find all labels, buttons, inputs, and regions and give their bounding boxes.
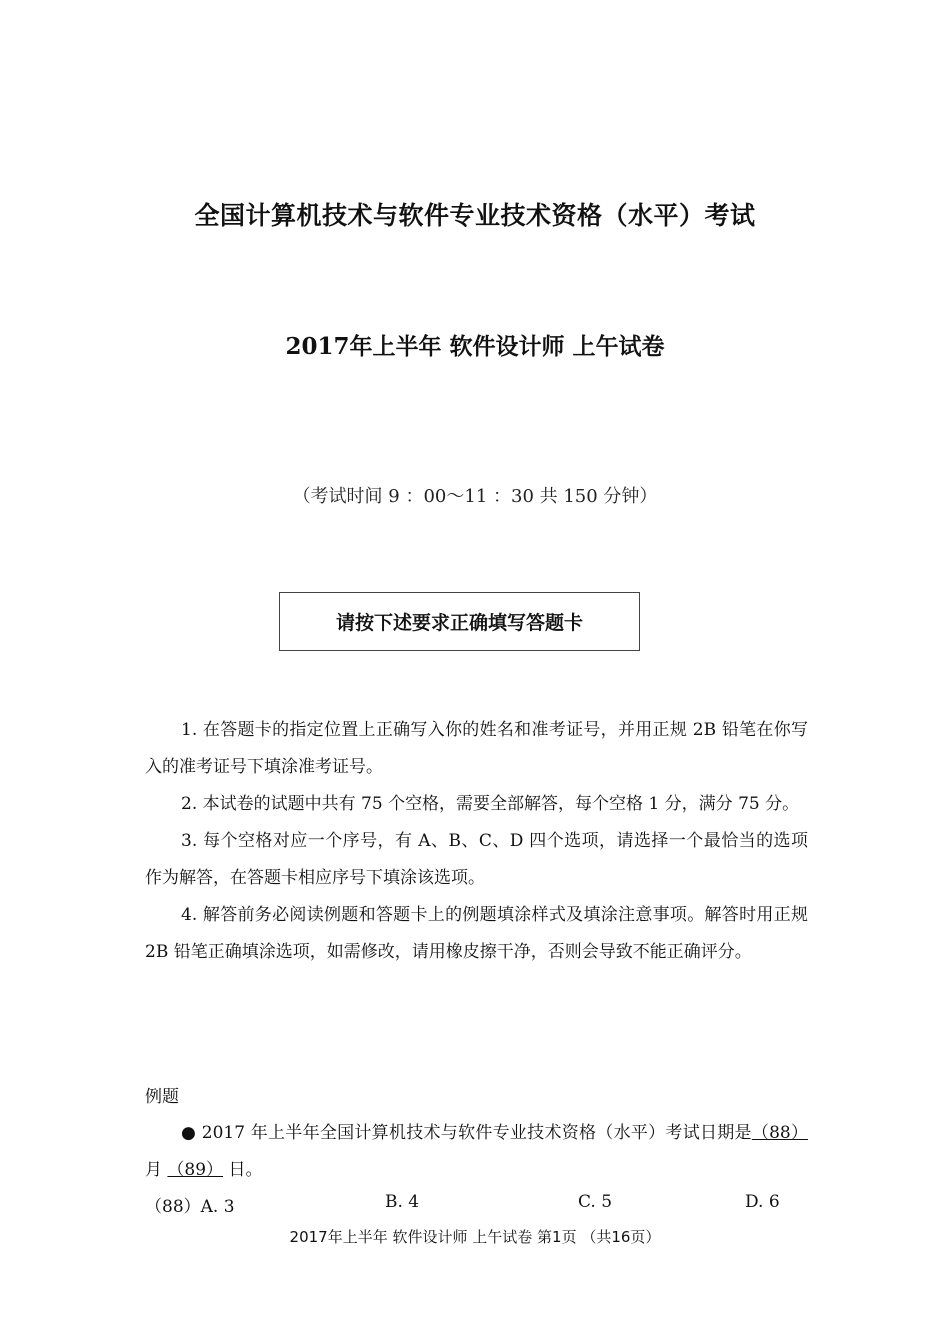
instruction-item: 4. 解答前务必阅读例题和答题卡上的例题填涂样式及填涂注意事项。解答时用正规 2B 铅笔正确填涂选项，如需修改，请用橡皮擦干净，否则会导致不能正确评分。: [145, 905, 808, 962]
paper-subtitle: 2017年上半年 软件设计师 上午试卷: [285, 333, 665, 360]
example-label: 例题: [145, 1087, 179, 1107]
example-question: [145, 1115, 808, 1189]
instruction-item: 1. 在答题卡的指定位置上正确写入你的姓名和准考证号，并用正规 2B 铅笔在你写入的准考证号下填涂准考证号。: [145, 720, 808, 777]
instruction-item: 2. 本试卷的试题中共有 75 个空格，需要全部解答，每个空格 1 分，满分 75 分。: [181, 794, 800, 814]
option-c: C. 5: [578, 1192, 613, 1212]
option-d: D. 6: [745, 1192, 780, 1212]
option-a: （88）A. 3: [145, 1197, 235, 1217]
instruction-item: 3. 每个空格对应一个序号，有 A、B、C、D 四个选项，请选择一个最恰当的选项作为解答，在答题卡相应序号下填涂该选项。: [145, 831, 808, 888]
document-title: 全国计算机技术与软件专业技术资格（水平）考试: [194, 201, 756, 230]
question-middle: 月: [145, 1160, 168, 1180]
option-b: B. 4: [385, 1192, 420, 1212]
question-prefix: ● 2017 年上半年全国计算机技术与软件专业技术资格（水平）考试日期是: [181, 1123, 752, 1143]
question-suffix: 日。: [223, 1160, 263, 1180]
example-options: [145, 1192, 795, 1216]
exam-time: （考试时间 9 ：00～11 ：30 共 150 分钟）: [292, 486, 658, 507]
answer-card-notice-box: [279, 592, 640, 651]
blank-89: （89）: [167, 1160, 224, 1180]
notice-box-title: 请按下述要求正确填写答题卡: [335, 612, 583, 634]
blank-88: （88）: [751, 1123, 809, 1143]
page-footer: 2017年上半年 软件设计师 上午试卷 第1页 （共16页）: [289, 1228, 661, 1246]
instruction-list: [145, 712, 808, 971]
